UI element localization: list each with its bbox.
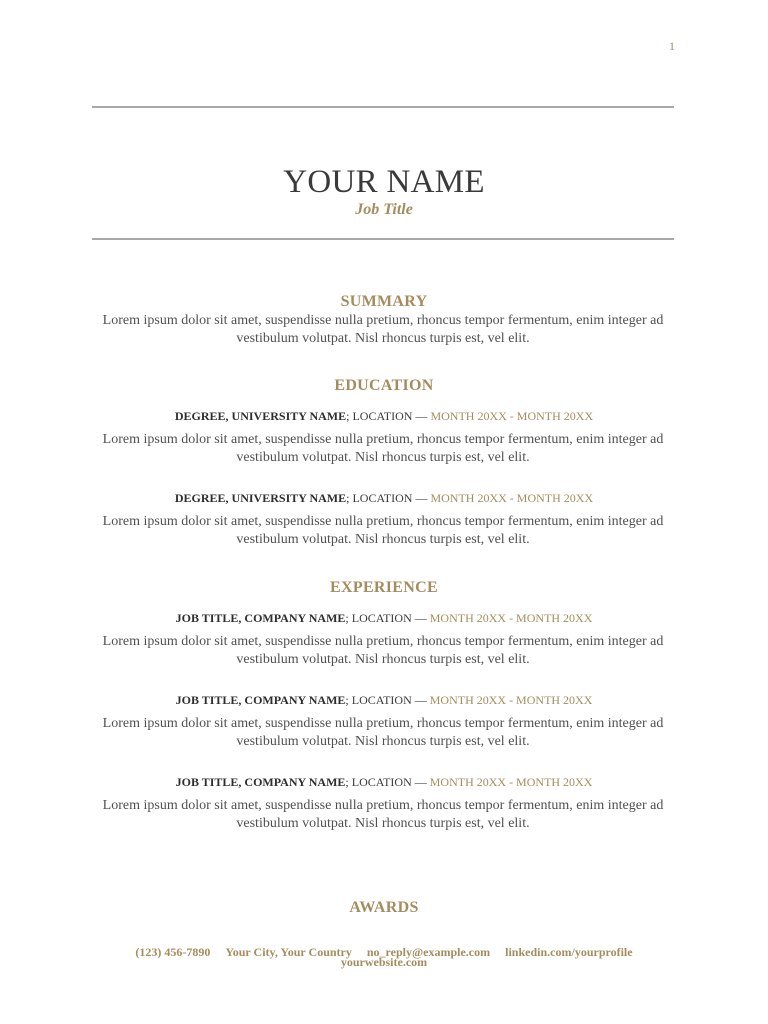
experience-entry-dates: MONTH 20XX - MONTH 20XX — [429, 693, 593, 707]
experience-heading: EXPERIENCE — [330, 579, 438, 596]
summary-text: Lorem ipsum dolor sit amet, suspendisse nulla pretium, rhoncus tempor fermentum, enim integer ad vestibulum volutpat. Nisl rhoncus turpis est, vel elit. — [102, 313, 664, 346]
education-entry-location: ; LOCATION — — [346, 409, 431, 423]
experience-entry-title: JOB TITLE, COMPANY NAME — [175, 775, 346, 789]
candidate-name: YOUR NAME — [283, 164, 485, 200]
experience-entry-title: JOB TITLE, COMPANY NAME — [175, 611, 346, 625]
footer-email: no_reply@example.com — [366, 945, 491, 959]
footer-phone: (123) 456-7890 — [135, 945, 211, 959]
contact-footer — [0, 946, 768, 969]
education-entry-text: Lorem ipsum dolor sit amet, suspendisse nulla pretium, rhoncus tempor fermentum, enim integer ad vestibulum volutpat. Nisl rhoncus turpis est, vel elit. — [102, 514, 664, 547]
education-entry-title: DEGREE, UNIVERSITY NAME — [174, 409, 347, 423]
experience-entry-location: ; LOCATION — — [345, 693, 430, 707]
experience-entry-location: ; LOCATION — — [345, 775, 430, 789]
experience-entry-text: Lorem ipsum dolor sit amet, suspendisse nulla pretium, rhoncus tempor fermentum, enim integer ad vestibulum volutpat. Nisl rhoncus turpis est, vel elit. — [102, 798, 664, 831]
education-entry-dates: MONTH 20XX - MONTH 20XX — [430, 491, 594, 505]
page-number: 1 — [669, 39, 675, 53]
summary-heading: SUMMARY — [340, 293, 428, 310]
experience-entry-text: Lorem ipsum dolor sit amet, suspendisse nulla pretium, rhoncus tempor fermentum, enim integer ad vestibulum volutpat. Nisl rhoncus turpis est, vel elit. — [102, 716, 664, 749]
awards-heading: AWARDS — [349, 899, 419, 916]
job-title: Job Title — [355, 201, 413, 218]
header-divider — [92, 238, 674, 240]
experience-entry-location: ; LOCATION — — [345, 611, 430, 625]
education-entry-header — [0, 490, 768, 506]
education-heading: EDUCATION — [334, 377, 434, 394]
footer-location: Your City, Your Country — [225, 945, 352, 959]
experience-entry-header — [0, 774, 768, 790]
experience-entry-title: JOB TITLE, COMPANY NAME — [175, 693, 346, 707]
education-entry-text: Lorem ipsum dolor sit amet, suspendisse nulla pretium, rhoncus tempor fermentum, enim integer ad vestibulum volutpat. Nisl rhoncus turpis est, vel elit. — [102, 432, 664, 465]
experience-entry-dates: MONTH 20XX - MONTH 20XX — [429, 775, 593, 789]
footer-linkedin: linkedin.com/yourprofile — [505, 945, 633, 959]
experience-entry-text: Lorem ipsum dolor sit amet, suspendisse nulla pretium, rhoncus tempor fermentum, enim integer ad vestibulum volutpat. Nisl rhoncus turpis est, vel elit. — [102, 634, 664, 667]
experience-entry-header — [0, 610, 768, 626]
education-entry-header — [0, 408, 768, 424]
education-entry-dates: MONTH 20XX - MONTH 20XX — [430, 409, 594, 423]
experience-entry-dates: MONTH 20XX - MONTH 20XX — [429, 611, 593, 625]
footer-website: yourwebsite.com — [340, 955, 428, 969]
experience-entry-header — [0, 692, 768, 708]
education-entry-title: DEGREE, UNIVERSITY NAME — [174, 491, 347, 505]
education-entry-location: ; LOCATION — — [346, 491, 431, 505]
top-divider — [92, 106, 674, 108]
